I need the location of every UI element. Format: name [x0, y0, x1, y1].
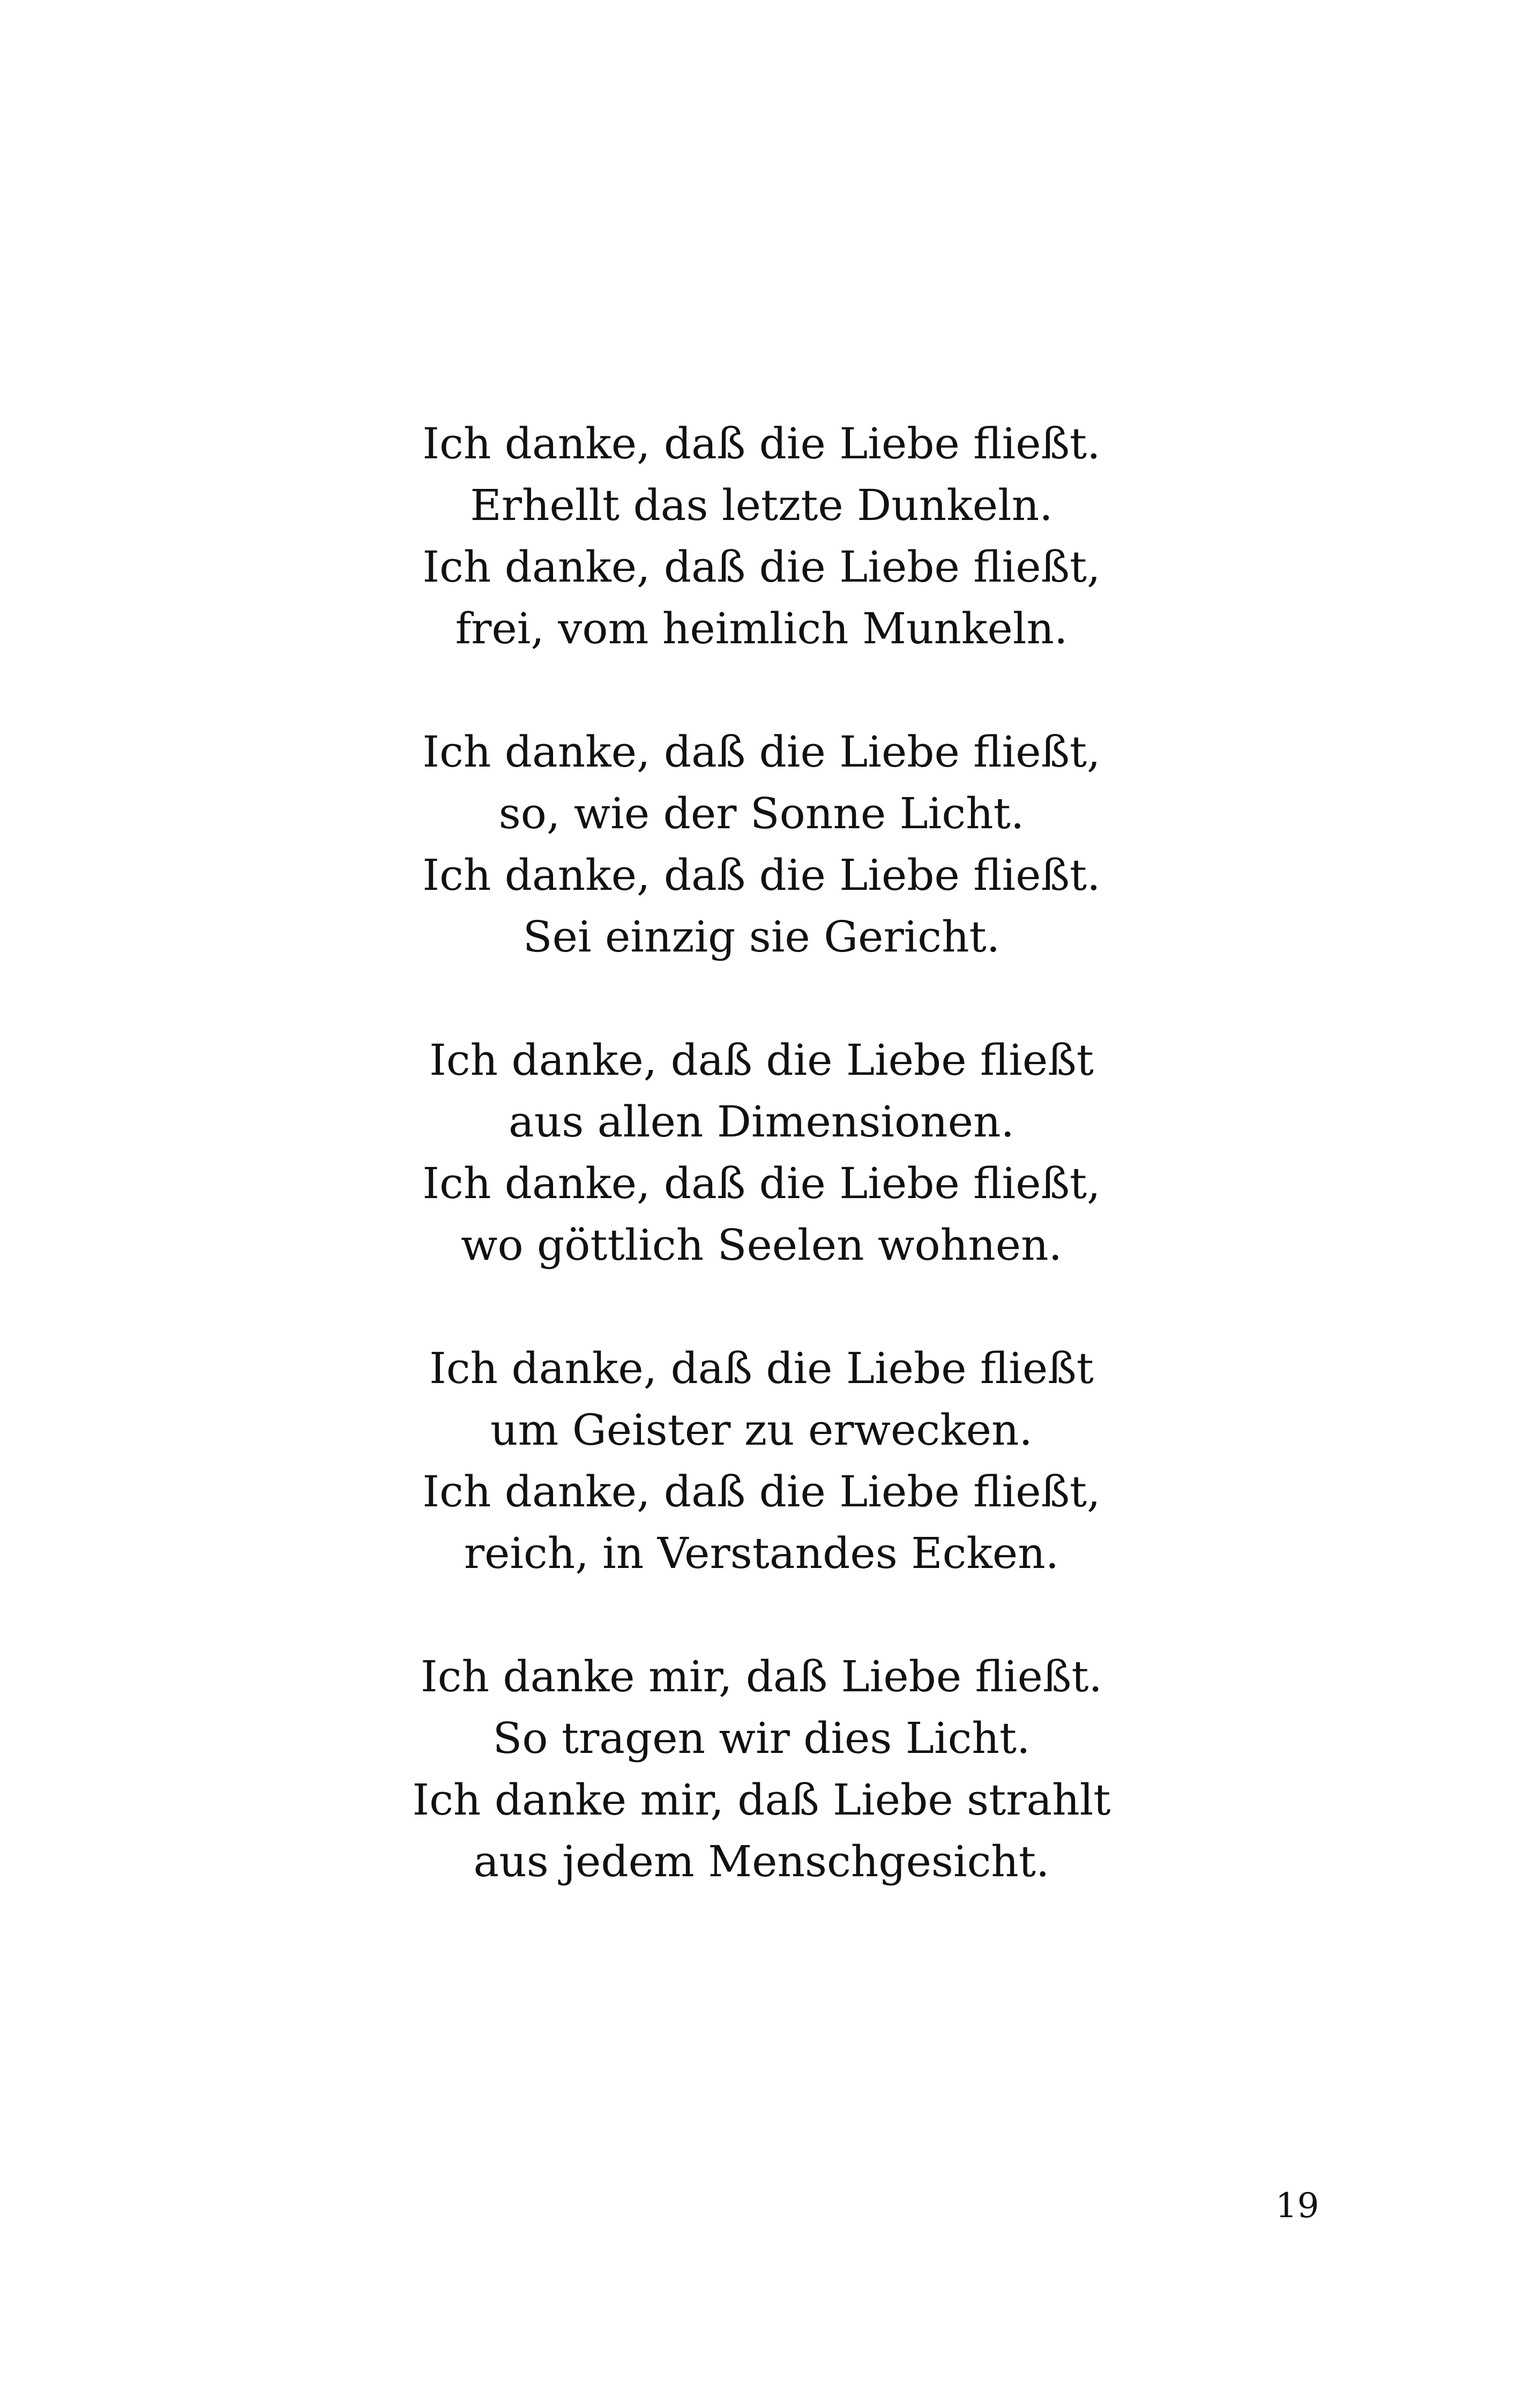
- poem-line: Ich danke, daß die Liebe fließt,: [422, 1467, 1101, 1517]
- poem: [0, 413, 1523, 1954]
- poem-line: um Geister zu erwecken.: [490, 1405, 1033, 1455]
- poem-line: Ich danke, daß die Liebe fließt.: [422, 850, 1101, 900]
- poem-line: Ich danke mir, daß Liebe fließt.: [421, 1652, 1102, 1701]
- poem-line: so, wie der Sonne Licht.: [498, 789, 1025, 838]
- poem-line: Ich danke, daß die Liebe fließt,: [422, 542, 1101, 592]
- poem-line: Erhellt das letzte Dunkeln.: [470, 480, 1053, 530]
- poem-line: Ich danke, daß die Liebe fließt.: [422, 419, 1101, 469]
- poem-line: frei, vom heimlich Munkeln.: [455, 604, 1068, 653]
- stanza-2: [0, 721, 1523, 968]
- poem-line: aus allen Dimensionen.: [509, 1097, 1014, 1147]
- poem-line: Ich danke, daß die Liebe fließt,: [422, 727, 1101, 777]
- poem-line: Ich danke, daß die Liebe fließt,: [422, 1158, 1101, 1208]
- stanza-5: [0, 1646, 1523, 1892]
- stanza-3: [0, 1029, 1523, 1276]
- stanza-1: [0, 413, 1523, 659]
- poem-line: wo göttlich Seelen wohnen.: [460, 1220, 1063, 1270]
- page-number: 19: [1275, 2186, 1319, 2226]
- poem-line: aus jedem Menschgesicht.: [473, 1837, 1050, 1886]
- poem-line: Sei einzig sie Gericht.: [522, 912, 1001, 962]
- poem-line: Ich danke, daß die Liebe fließt: [429, 1035, 1094, 1085]
- poem-line: reich, in Verstandes Ecken.: [464, 1528, 1059, 1578]
- poem-line: So tragen wir dies Licht.: [492, 1713, 1031, 1763]
- poem-line: Ich danke mir, daß Liebe strahlt: [412, 1775, 1111, 1825]
- stanza-4: [0, 1337, 1523, 1584]
- poem-line: Ich danke, daß die Liebe fließt: [429, 1343, 1094, 1393]
